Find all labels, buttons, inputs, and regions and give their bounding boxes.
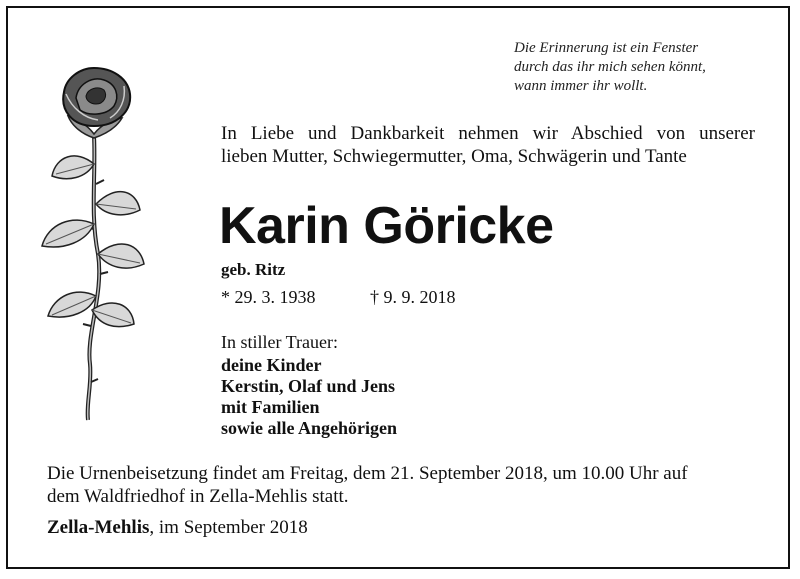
mourners-list (221, 355, 397, 439)
quote-line: Die Erinnerung ist ein Fenster (514, 40, 699, 56)
place-and-date (47, 517, 308, 539)
mourning-heading: In stiller Trauer: (221, 332, 338, 352)
death-date: † 9. 9. 2018 (370, 287, 456, 307)
place-name: Zella-Mehlis (47, 517, 150, 538)
intro-line: In Liebe und Dankbarkeit nehmen wir Abschied von unserer (221, 123, 755, 144)
life-dates (221, 287, 456, 308)
rose-icon (36, 64, 146, 424)
burial-line: dem Waldfriedhof in Zella-Mehlis statt. (47, 486, 349, 507)
memorial-quote (514, 39, 784, 96)
mourner-line: mit Familien (221, 397, 320, 417)
quote-line: durch das ihr mich sehen könnt, (514, 59, 706, 75)
mourner-line: deine Kinder (221, 355, 322, 375)
mourner-line: Kerstin, Olaf und Jens (221, 376, 396, 396)
signoff-date: , im September 2018 (149, 517, 308, 538)
intro-text (221, 122, 755, 168)
intro-line: lieben Mutter, Schwiegermutter, Oma, Schwägerin und Tante (221, 146, 687, 167)
quote-line: wann immer ihr wollt. (514, 78, 648, 94)
burial-info (47, 462, 757, 508)
birth-date: * 29. 3. 1938 (221, 287, 316, 307)
mourner-line: sowie alle Angehörigen (221, 418, 397, 438)
burial-line: Die Urnenbeisetzung findet am Freitag, dem 21. September 2018, um 10.00 Uhr auf (47, 463, 688, 484)
deceased-name: Karin Göricke (219, 197, 554, 255)
maiden-name: geb. Ritz (221, 260, 286, 279)
